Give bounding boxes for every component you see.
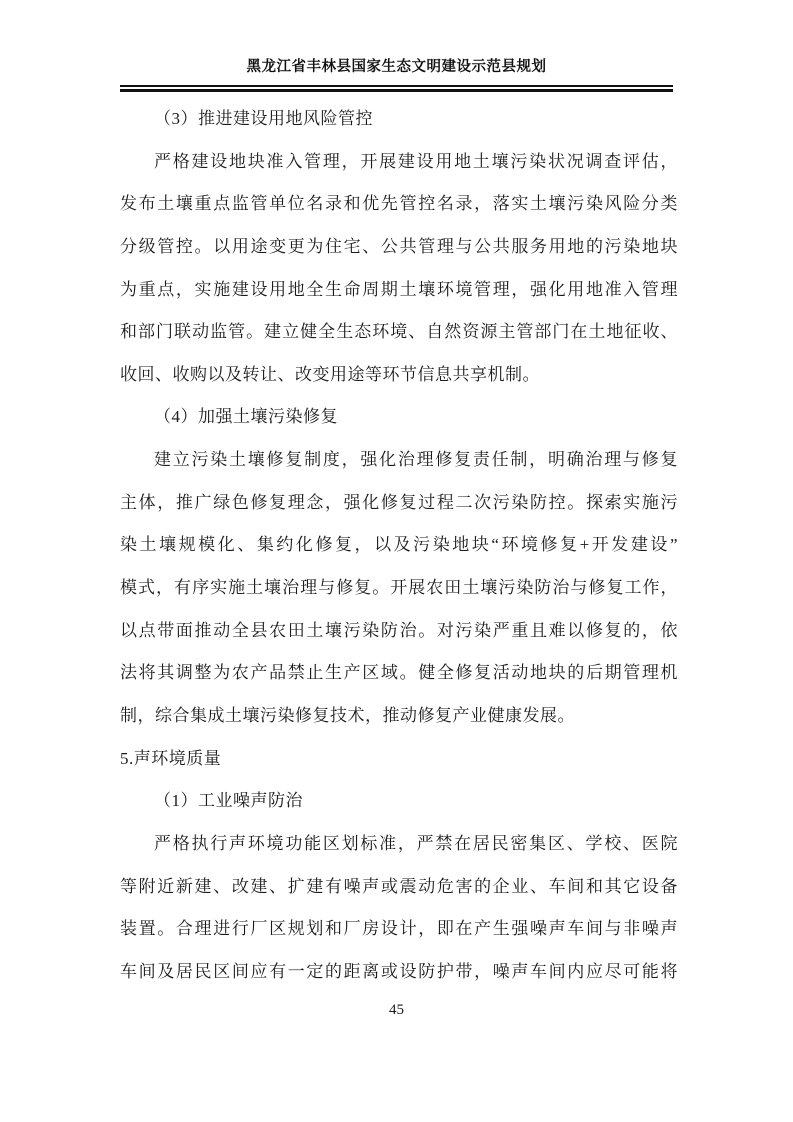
text-line: 发布土壤重点监管单位名录和优先管控名录，落实土壤污染风险分类 — [120, 194, 678, 214]
text-line: 主体，推广绿色修复理念，强化修复过程二次污染防控。探索实施污 — [120, 492, 678, 512]
text-line: 严格执行声环境功能区划标准，严禁在居民密集区、学校、医院 — [154, 833, 678, 853]
text-line: （3）推进建设用地风险管控 — [154, 109, 373, 128]
section-heading-line: 5.声环境质量 — [120, 748, 222, 768]
text-line: 模式，有序实施土壤治理与修复。开展农田土壤污染防治与修复工作， — [120, 578, 678, 598]
text-line: 等附近新建、改建、扩建有噪声或震动危害的企业、车间和其它设备 — [120, 876, 678, 896]
document-header-title: 黑龙江省丰林县国家生态文明建设示范县规划 — [246, 59, 547, 75]
document-body — [120, 98, 678, 993]
text-line: 以点带面推动全县农田土壤污染防治。对污染严重且难以修复的，依 — [120, 620, 678, 640]
text-line: 和部门联动监管。建立健全生态环境、自然资源主管部门在土地征收、 — [120, 322, 678, 342]
text-line: 为重点，实施建设用地全生命周期土壤环境管理，强化用地准入管理 — [120, 279, 678, 299]
text-line: 建立污染土壤修复制度，强化治理修复责任制，明确治理与修复 — [154, 450, 678, 470]
text-line: 车间及居民区间应有一定的距离或设防护带，噪声车间内应尽可能将 — [120, 961, 678, 981]
text-line: 装置。合理进行厂区规划和厂房设计，即在产生强噪声车间与非噪声 — [120, 919, 678, 939]
text-line: 分级管控。以用途变更为住宅、公共管理与公共服务用地的污染地块 — [120, 236, 678, 256]
text-line: 严格建设地块准入管理，开展建设用地土壤污染状况调查评估， — [154, 151, 678, 171]
text-line: 法将其调整为农产品禁止生产区域。健全修复活动地块的后期管理机 — [120, 663, 678, 683]
text-line: 收回、收购以及转让、改变用途等环节信息共享机制。 — [120, 364, 540, 384]
text-line: （4）加强土壤污染修复 — [154, 407, 338, 427]
header-double-rule — [120, 85, 673, 92]
text-line: 染土壤规模化、集约化修复，以及污染地块“环境修复+开发建设” — [120, 535, 678, 555]
text-line: 制，综合集成土壤污染修复技术，推动修复产业健康发展。 — [120, 705, 575, 725]
text-line: （1）工业噪声防治 — [154, 791, 303, 811]
page-number: 45 — [389, 1002, 404, 1018]
